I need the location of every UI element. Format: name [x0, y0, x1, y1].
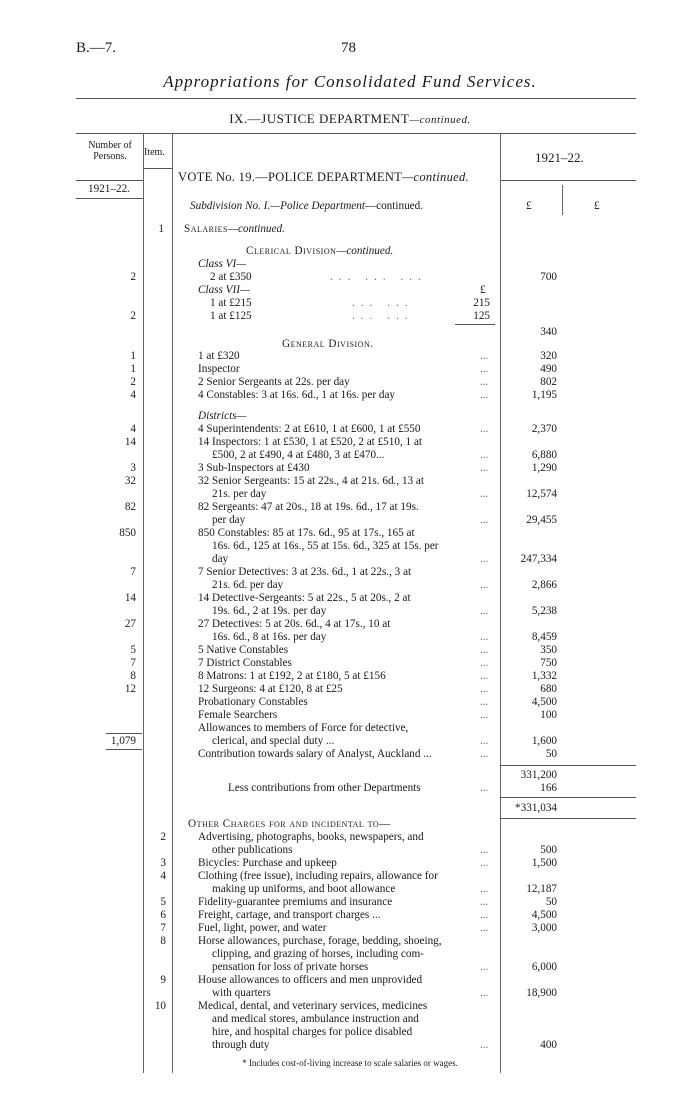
class-7-line-2-dots: ... ...: [352, 310, 414, 322]
salaries-item-number: 1: [158, 223, 164, 235]
page-title: Appropriations for Consolidated Fund Services.: [163, 72, 537, 91]
district-persons-6: 7: [130, 566, 136, 578]
salaries-text: Salaries: [184, 223, 228, 235]
district-dots-5: ...: [480, 553, 489, 565]
salaries-heading: [184, 223, 285, 236]
persons-column-rule: [143, 133, 144, 1073]
less-contributions-amount: 166: [540, 782, 557, 794]
other-desc-2-1: making up uniforms, and boot allowance: [212, 883, 396, 895]
subdivision-text: Subdivision No. I.—Police Department: [190, 200, 365, 212]
other-desc-0-1: other publications: [212, 844, 293, 856]
other-desc-7-1: with quarters: [212, 987, 271, 999]
district-desc-9-0: 5 Native Constables: [198, 644, 289, 656]
less-contributions-label: Less contributions from other Departments: [228, 782, 421, 794]
district-dots-9: ...: [480, 644, 489, 656]
other-amount-4: 4,500: [531, 909, 557, 921]
subdivision-title: [190, 200, 423, 213]
amount-split-rule: [562, 185, 563, 215]
district-amount-5: 247,334: [520, 553, 557, 565]
other-desc-0-0: Advertising, photographs, books, newspapers, and: [198, 831, 424, 843]
general-desc-3: 4 Constables: 3 at 16s. 6d., 1 at 16s. per day: [198, 389, 395, 401]
class-7-rule: [455, 324, 495, 325]
pound-column-2: £: [594, 200, 600, 212]
district-amount-2: 1,290: [531, 462, 557, 474]
general-persons-3: 4: [130, 389, 136, 401]
class-7-persons: 2: [130, 310, 136, 322]
persons-total-rule-top: [106, 733, 142, 734]
vote-title-text: VOTE No. 19.—POLICE DEPARTMENT: [178, 170, 403, 184]
district-desc-6-0: 7 Senior Detectives: 3 at 23s. 6d., 1 at 22s., 3 at: [198, 566, 412, 578]
other-amount-1: 1,500: [531, 857, 557, 869]
district-dots-14: ...: [480, 709, 489, 721]
other-dots-7: ...: [480, 987, 489, 999]
district-amount-0: 2,370: [531, 423, 557, 435]
other-amount-0: 500: [540, 844, 557, 856]
class-6-persons: 2: [130, 271, 136, 283]
district-amount-11: 1,332: [531, 670, 557, 682]
other-desc-5-0: Fuel, light, power, and water: [198, 922, 327, 934]
district-desc-0-0: 4 Superintendents: 2 at £610, 1 at £600, 1 at £550: [198, 423, 421, 435]
district-dots-7: ...: [480, 605, 489, 617]
other-desc-4-0: Freight, cartage, and transport charges ...: [198, 909, 381, 921]
district-amount-6: 2,866: [531, 579, 557, 591]
vote-title-suffix: —continued.: [402, 170, 469, 184]
item-column-rule: [172, 133, 173, 1073]
general-heading: General Division.: [282, 338, 374, 350]
district-desc-15-0: Allowances to members of Force for detective,: [198, 722, 409, 734]
item-column-header: Item.: [144, 147, 165, 158]
other-amount-2: 12,187: [526, 883, 557, 895]
other-item-6: 8: [160, 935, 166, 947]
general-persons-2: 2: [130, 376, 136, 388]
district-desc-13-0: Probationary Constables: [198, 696, 308, 708]
district-amount-7: 5,238: [531, 605, 557, 617]
other-desc-6-0: Horse allowances, purchase, forage, bedding, shoeing,: [198, 935, 442, 947]
other-amount-5: 3,000: [531, 922, 557, 934]
general-desc-1: Inspector: [198, 363, 240, 375]
district-dots-10: ...: [480, 657, 489, 669]
class-7-line-1-dots: ... ...: [352, 297, 414, 309]
other-desc-8-3: through duty: [212, 1039, 270, 1051]
district-persons-5: 850: [119, 527, 136, 539]
other-dots-6: ...: [480, 961, 489, 973]
persons-year-header: 1921–22.: [88, 183, 130, 195]
district-dots-0: ...: [480, 423, 489, 435]
district-dots-3: ...: [480, 488, 489, 500]
persons-total-rule-bottom: [106, 749, 142, 750]
district-amount-15: 1,600: [531, 735, 557, 747]
general-persons-1: 1: [130, 363, 136, 375]
subtotal-amount: 331,200: [520, 769, 557, 781]
other-dots-5: ...: [480, 922, 489, 934]
subtotal-rule: [500, 765, 636, 766]
district-amount-10: 750: [540, 657, 557, 669]
district-desc-7-1: 19s. 6d., 2 at 19s. per day: [212, 605, 327, 617]
other-desc-6-2: pensation for loss of private horses: [212, 961, 369, 973]
district-dots-15: ...: [480, 735, 489, 747]
other-dots-8: ...: [480, 1039, 489, 1051]
district-desc-15-1: clerical, and special duty ...: [212, 735, 335, 747]
other-desc-3-0: Fidelity-guarantee premiums and insurance: [198, 896, 393, 908]
page-number: 78: [341, 40, 356, 56]
class-7-pound: £: [480, 284, 486, 296]
clerical-heading-text: Clerical Division: [246, 245, 337, 257]
district-desc-5-2: day: [212, 553, 229, 565]
class-6-dots: ... ... ...: [330, 271, 427, 283]
district-dots-4: ...: [480, 514, 489, 526]
clerical-heading: [246, 245, 393, 258]
general-dots-2: ...: [480, 376, 489, 388]
document-reference: B.—7.: [76, 40, 117, 56]
other-dots-4: ...: [480, 909, 489, 921]
district-persons-8: 27: [124, 618, 136, 630]
persons-header-rule: [76, 180, 143, 181]
salaries-suffix: —continued.: [228, 223, 285, 235]
subdivision-suffix: —continued.: [364, 200, 424, 212]
district-persons-3: 32: [124, 475, 136, 487]
other-item-7: 9: [160, 974, 166, 986]
other-desc-6-1: clipping, and grazing of horses, including com-: [212, 948, 424, 960]
district-desc-10-0: 7 District Constables: [198, 657, 292, 669]
district-amount-3: 12,574: [526, 488, 557, 500]
general-amount-1: 490: [540, 363, 557, 375]
district-desc-6-1: 21s. 6d. per day: [212, 579, 284, 591]
district-persons-11: 8: [130, 670, 136, 682]
general-amount-0: 320: [540, 350, 557, 362]
general-dots-0: ...: [480, 350, 489, 362]
district-desc-11-0: 8 Matrons: 1 at £192, 2 at £180, 5 at £156: [198, 670, 386, 682]
district-desc-3-0: 32 Senior Sergeants: 15 at 22s., 4 at 21s. 6d., 13 at: [198, 475, 425, 487]
net-amount: *331,034: [515, 802, 557, 814]
other-dots-3: ...: [480, 896, 489, 908]
other-item-1: 3: [160, 857, 166, 869]
district-desc-2-0: 3 Sub-Inspectors at £430: [198, 462, 310, 474]
district-amount-8: 8,459: [531, 631, 557, 643]
district-dots-6: ...: [480, 579, 489, 591]
district-desc-1-0: 14 Inspectors: 1 at £530, 1 at £520, 2 at £510, 1 at: [198, 436, 423, 448]
other-item-3: 5: [160, 896, 166, 908]
class-7-line-2-amount: 125: [473, 310, 490, 322]
district-persons-10: 7: [130, 657, 136, 669]
footnote: * Includes cost-of-living increase to scale salaries or wages.: [242, 1058, 458, 1068]
district-desc-16-0: Contribution towards salary of Analyst, Auckland ...: [198, 748, 432, 760]
general-amount-2: 802: [540, 376, 557, 388]
district-desc-8-0: 27 Detectives: 5 at 20s. 6d., 4 at 17s., 10 at: [198, 618, 391, 630]
district-amount-4: 29,455: [526, 514, 557, 526]
persons-year-rule: [76, 198, 143, 199]
district-persons-1: 14: [124, 436, 136, 448]
title-rule: [76, 98, 636, 99]
other-dots-0: ...: [480, 844, 489, 856]
table-top-rule: [76, 133, 636, 134]
district-dots-2: ...: [480, 462, 489, 474]
other-amount-7: 18,900: [526, 987, 557, 999]
district-desc-1-1: £500, 2 at £490, 4 at £480, 3 at £470...: [212, 449, 385, 461]
general-amount-3: 1,195: [531, 389, 557, 401]
district-persons-7: 14: [124, 592, 136, 604]
other-item-8: 10: [154, 1000, 166, 1012]
less-contributions-dots: ...: [480, 782, 489, 794]
district-desc-14-0: Female Searchers: [198, 709, 278, 721]
district-desc-5-0: 850 Constables: 85 at 17s. 6d., 95 at 17s., 165 at: [198, 527, 415, 539]
section-title-suffix: —continued.: [409, 114, 471, 126]
district-desc-12-0: 12 Surgeons: 4 at £120, 8 at £25: [198, 683, 343, 695]
district-dots-11: ...: [480, 670, 489, 682]
district-amount-16: 50: [545, 748, 557, 760]
other-dots-1: ...: [480, 857, 489, 869]
district-amount-14: 100: [540, 709, 557, 721]
class-7-line-1: 1 at £215: [210, 297, 252, 309]
district-desc-4-1: per day: [212, 514, 246, 526]
class-6-line: 2 at £350: [210, 271, 252, 283]
vote-title: [178, 170, 469, 185]
district-amount-9: 350: [540, 644, 557, 656]
other-item-2: 4: [160, 870, 166, 882]
general-dots-1: ...: [480, 363, 489, 375]
other-charges-heading: Other Charges for and incidental to—: [188, 818, 391, 830]
general-dots-3: ...: [480, 389, 489, 401]
class-7-amount: 340: [540, 326, 557, 338]
other-item-5: 7: [160, 922, 166, 934]
district-persons-9: 5: [130, 644, 136, 656]
district-dots-16: ...: [480, 748, 489, 760]
district-desc-7-0: 14 Detective-Sergeants: 5 at 22s., 5 at 20s., 2 at: [198, 592, 411, 604]
district-persons-4: 82: [124, 501, 136, 513]
persons-column-header: Number of Persons.: [88, 140, 132, 162]
class-7-label: Class VII—: [198, 284, 250, 296]
district-desc-3-1: 21s. per day: [212, 488, 267, 500]
other-amount-3: 50: [545, 896, 557, 908]
net-rule-bottom: [500, 818, 636, 819]
general-desc-2: 2 Senior Sergeants at 22s. per day: [198, 376, 350, 388]
other-amount-8: 400: [540, 1039, 557, 1051]
persons-total: 1,079: [110, 735, 136, 747]
section-title-text: IX.—JUSTICE DEPARTMENT: [229, 111, 410, 126]
district-dots-13: ...: [480, 696, 489, 708]
year-column-header: 1921–22.: [535, 150, 584, 165]
district-desc-4-0: 82 Sergeants: 47 at 20s., 18 at 19s. 6d., 17 at 19s.: [198, 501, 419, 513]
other-desc-1-0: Bicycles: Purchase and upkeep: [198, 857, 337, 869]
district-dots-1: ...: [480, 449, 489, 461]
other-desc-7-0: House allowances to officers and men unprovided: [198, 974, 423, 986]
other-desc-8-2: hire, and hospital charges for police disabled: [212, 1026, 413, 1038]
clerical-heading-suffix: —continued.: [336, 245, 394, 257]
district-dots-12: ...: [480, 683, 489, 695]
other-desc-8-1: and medical stores, ambulance instruction and: [212, 1013, 419, 1025]
district-amount-13: 4,500: [531, 696, 557, 708]
other-desc-2-0: Clothing (free issue), including repairs, allowance for: [198, 870, 438, 882]
district-amount-12: 680: [540, 683, 557, 695]
other-desc-8-0: Medical, dental, and veterinary services, medicines: [198, 1000, 428, 1012]
district-desc-5-1: 16s. 6d., 125 at 16s., 55 at 15s. 6d., 325 at 15s. per: [212, 540, 439, 552]
item-header-rule: [143, 168, 172, 169]
pound-column-1: £: [526, 200, 532, 212]
district-amount-1: 6,880: [531, 449, 557, 461]
other-item-0: 2: [160, 831, 166, 843]
general-desc-0: 1 at £320: [198, 350, 240, 362]
districts-heading: Districts—: [198, 410, 247, 422]
other-dots-2: ...: [480, 883, 489, 895]
other-amount-6: 6,000: [531, 961, 557, 973]
district-persons-0: 4: [130, 423, 136, 435]
class-7-line-2: 1 at £125: [210, 310, 252, 322]
class-6-amount: 700: [540, 271, 557, 283]
section-title: [0, 111, 700, 127]
district-persons-2: 3: [130, 462, 136, 474]
district-dots-8: ...: [480, 631, 489, 643]
general-persons-0: 1: [130, 350, 136, 362]
net-rule-top: [500, 797, 636, 798]
class-6-label: Class VI—: [198, 258, 247, 270]
district-persons-12: 12: [124, 683, 136, 695]
year-header-rule: [500, 180, 636, 181]
class-7-line-1-amount: 215: [473, 297, 490, 309]
district-desc-8-1: 16s. 6d., 8 at 16s. per day: [212, 631, 327, 643]
other-item-4: 6: [160, 909, 166, 921]
